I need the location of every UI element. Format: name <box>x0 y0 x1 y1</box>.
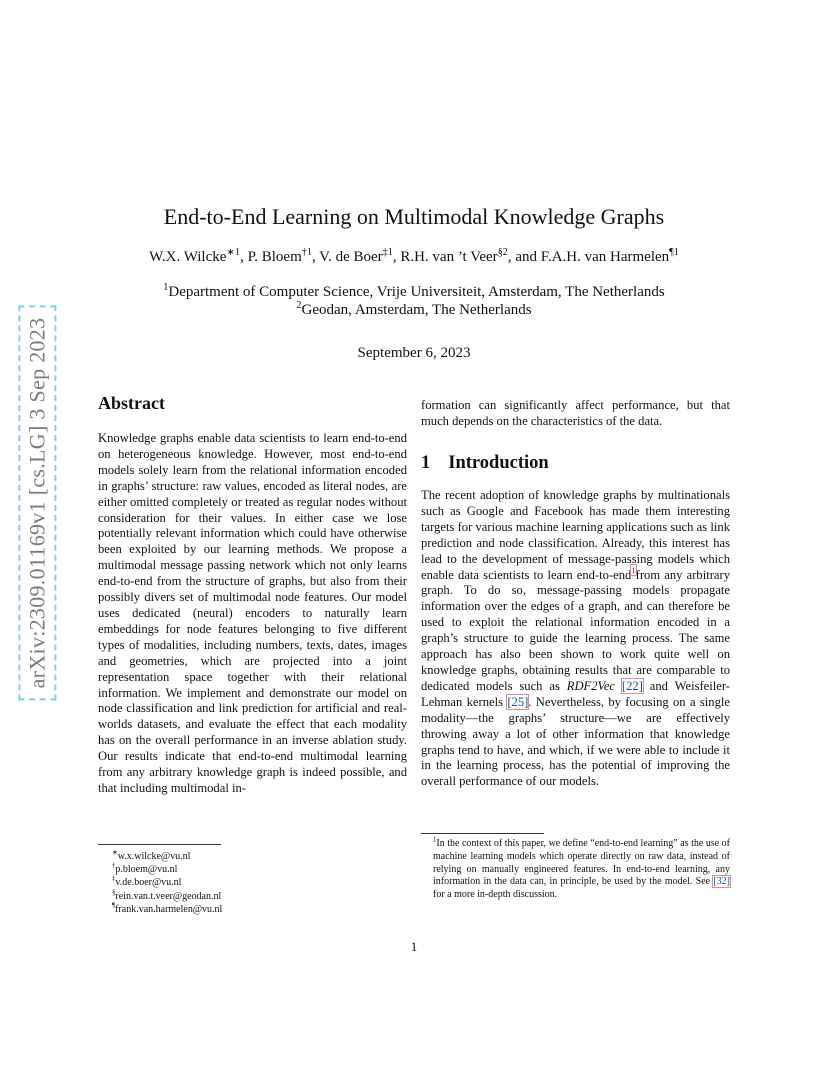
footnote-divider <box>98 844 221 845</box>
paper-title: End-to-End Learning on Multimodal Knowledge Graphs <box>163 204 665 229</box>
email-link[interactable]: rein.van.t.veer@geodan.nl <box>115 890 222 902</box>
affiliation-mark: 1 <box>163 282 169 293</box>
footnote-mark: ‡ <box>112 876 116 884</box>
email-link[interactable]: p.bloem@vu.nl <box>115 864 178 876</box>
footnote-1 <box>421 838 730 902</box>
citation-link[interactable]: [25] <box>507 694 529 709</box>
email-link[interactable]: frank.van.harmelen@vu.nl <box>115 903 223 915</box>
footnote-item <box>112 863 222 876</box>
arxiv-identifier-stamp <box>14 268 60 738</box>
section-title: Introduction <box>448 453 549 473</box>
author-name: F.A.H. van Harmelen <box>540 249 670 265</box>
footnote-item <box>112 903 222 916</box>
intro-text: from any arbitrary graph. To do so, message-passing models propagate information over the edges of a graph, and can therefore be used to exploit the relational information encoded in a graph’s structure to guide the learning process. The same approach has also been shown to work quite well on knowledge graphs, obtaining results that are comparable to dedicated models such as <box>421 567 730 693</box>
abstract-continuation: formation can significantly affect performance, but that much depends on the characteristics of the data. <box>421 398 730 428</box>
affiliation-mark: 2 <box>296 300 302 311</box>
footnote-text: In the context of this paper, we define “end-to-end learning” as the use of machine learning models which operate directly on raw data, instead of relying on manually engineered features. In end-to-end learning, any information in the data can, in principle, be used by the model. See <box>433 838 730 888</box>
abstract-body: Knowledge graphs enable data scientists to learn end-to-end on heterogeneous knowledge. However, most end-to-end models solely learn from the relational information encoded in graphs’ structure: raw values, encoded as literal nodes, are either omitted completely or treated as regular nodes without consideration for their values. In either case we lose potentially relevant information which could have otherwise been exploited by our learning methods. We propose a multimodal message passing network which not only learns end-to-end from the structure of graphs, but also from their possibly divers set of multimodal node features. Our model uses dedicated (neural) encoders to naturally learn embeddings for node features belonging to five different types of modalities, including numbers, texts, dates, images and geometries, which are projected into a joint representation space together with their relational information. We implement and demonstrate our model on node classification and link prediction for artificial and real-worlds datasets, and evaluate the effect that each modality has on the overall performance in an inverse ablation study. Our results indicate that end-to-end multimodal learning from any arbitrary knowledge graph is indeed possible, and that including multimodal in- <box>98 431 407 795</box>
affiliation-1 <box>0 284 828 301</box>
page-number: 1 <box>410 940 418 954</box>
footnote-link[interactable]: 1 <box>631 565 636 576</box>
footnote-mark: § <box>112 889 116 897</box>
introduction-body <box>421 488 730 790</box>
footnote-mark: ¶ <box>112 902 116 910</box>
author-mark: §2 <box>497 247 508 258</box>
author-mark: ∗1 <box>226 247 241 258</box>
intro-text: . Nevertheless, by focusing on a single modality—the graphs’ structure—we are effectively throwing away a lot of other information that knowledge graphs tend to have, and which, if we were able to include it in the learning process, has the potential of improving the overall performance of our models. <box>421 694 730 789</box>
author-mark: †1 <box>301 247 312 258</box>
publication-date: September 6, 2023 <box>357 345 471 361</box>
email-link[interactable]: w.x.wilcke@vu.nl <box>117 851 191 862</box>
footnote-item <box>112 876 222 889</box>
affiliation-2 <box>0 302 828 319</box>
author-mark: ¶1 <box>669 247 679 258</box>
section-number: 1 <box>421 453 431 473</box>
author-footnotes <box>112 850 222 916</box>
section-heading-introduction <box>421 453 549 474</box>
footnote-item <box>112 890 222 903</box>
footnote-divider <box>421 833 544 834</box>
email-link[interactable]: v.de.boer@vu.nl <box>115 877 182 889</box>
arxiv-identifier: arXiv:2309.01169v1 [cs.LG] 3 Sep 2023 <box>18 306 56 701</box>
affiliation-text: Geodan, Amsterdam, The Netherlands <box>301 302 532 318</box>
citation-link[interactable]: [32] <box>713 876 730 888</box>
footnote-mark: 1 <box>433 836 437 844</box>
affiliation-text: Department of Computer Science, Vrije Universiteit, Amsterdam, The Netherlands <box>168 284 665 300</box>
author-name: V. de Boer <box>319 249 383 265</box>
author-list: W.X. Wilcke$^{∗1}$, P. Bloem$^{\dagger 1}$, V. de Boer$^{\ddagger 1}$, R.H. van ’t Veer$^{\S 2}$, and F.A.H. van Harmelen$^{\P 1}$ <box>149 247 679 265</box>
author-mark: ‡1 <box>382 247 393 258</box>
footnote-mark: ∗ <box>112 849 118 857</box>
author-name: P. Bloem <box>247 249 302 265</box>
footnote-item <box>112 850 222 863</box>
author-name: W.X. Wilcke <box>149 249 227 265</box>
intro-text: The recent adoption of knowledge graphs by multinationals such as Google and Facebook has made them interesting targets for various machine learning applications such as link prediction and node classification. Already, this interest has lead to the development of message-passing models which enable data scientists to learn end-to-end <box>421 488 730 582</box>
footnote-text: for a more in-depth discussion. <box>433 889 558 901</box>
citation-link[interactable]: [22] <box>621 678 643 693</box>
footnote-mark: † <box>112 862 116 870</box>
abstract-heading: Abstract <box>98 393 165 413</box>
method-name: RDF2Vec <box>566 678 616 693</box>
intro-text: and Weisfeiler-Lehman kernels <box>421 678 730 709</box>
author-name: R.H. van ’t Veer <box>400 249 498 265</box>
